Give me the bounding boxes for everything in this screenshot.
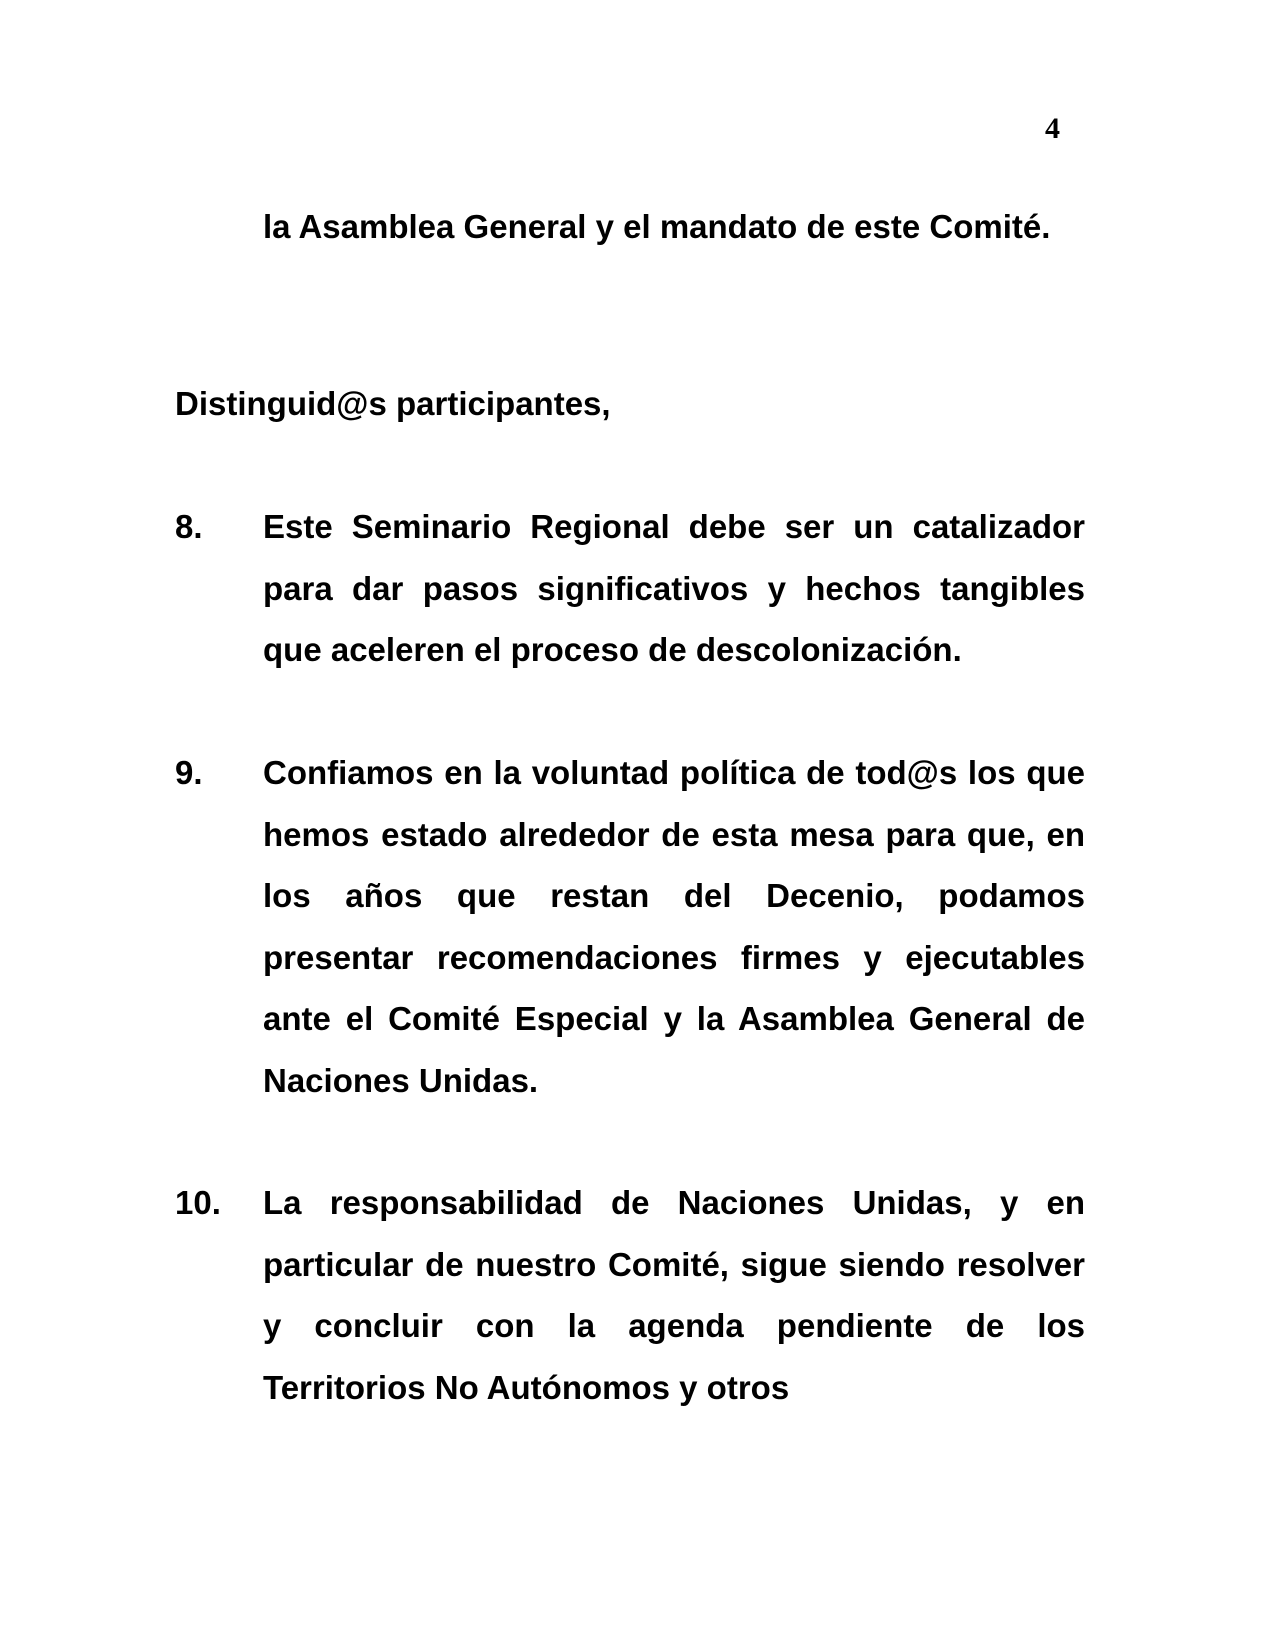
paragraph-number: 10. [175, 1184, 221, 1221]
page-number: 4 [1045, 112, 1060, 145]
paragraph-number: 9. [175, 754, 203, 791]
continuation-paragraph: la Asamblea General y el mandato de este Comité. [263, 208, 1051, 245]
paragraph-9 [175, 742, 1085, 1111]
paragraph-10 [175, 1172, 1085, 1418]
paragraph-number: 8. [175, 508, 203, 545]
paragraph-8 [175, 496, 1085, 681]
paragraph-text: La responsabilidad de Naciones Unidas, y en particular de nuestro Comité, sigue siendo resolver y concluir con la agenda pendiente de los Territorios No Autónomos y otros [263, 1184, 1085, 1406]
salutation-heading: Distinguid@s participantes, [175, 385, 611, 422]
paragraph-text: Confiamos en la voluntad política de tod@s los que hemos estado alrededor de esta mesa para que, en los años que restan del Decenio, podamos presentar recomendaciones firmes y ejecutables ante el Comité Especial y la Asamblea General de Naciones Unidas. [263, 754, 1085, 1099]
paragraph-text: Este Seminario Regional debe ser un catalizador para dar pasos significativos y hechos tangibles que aceleren el proceso de descolonización. [263, 508, 1085, 668]
